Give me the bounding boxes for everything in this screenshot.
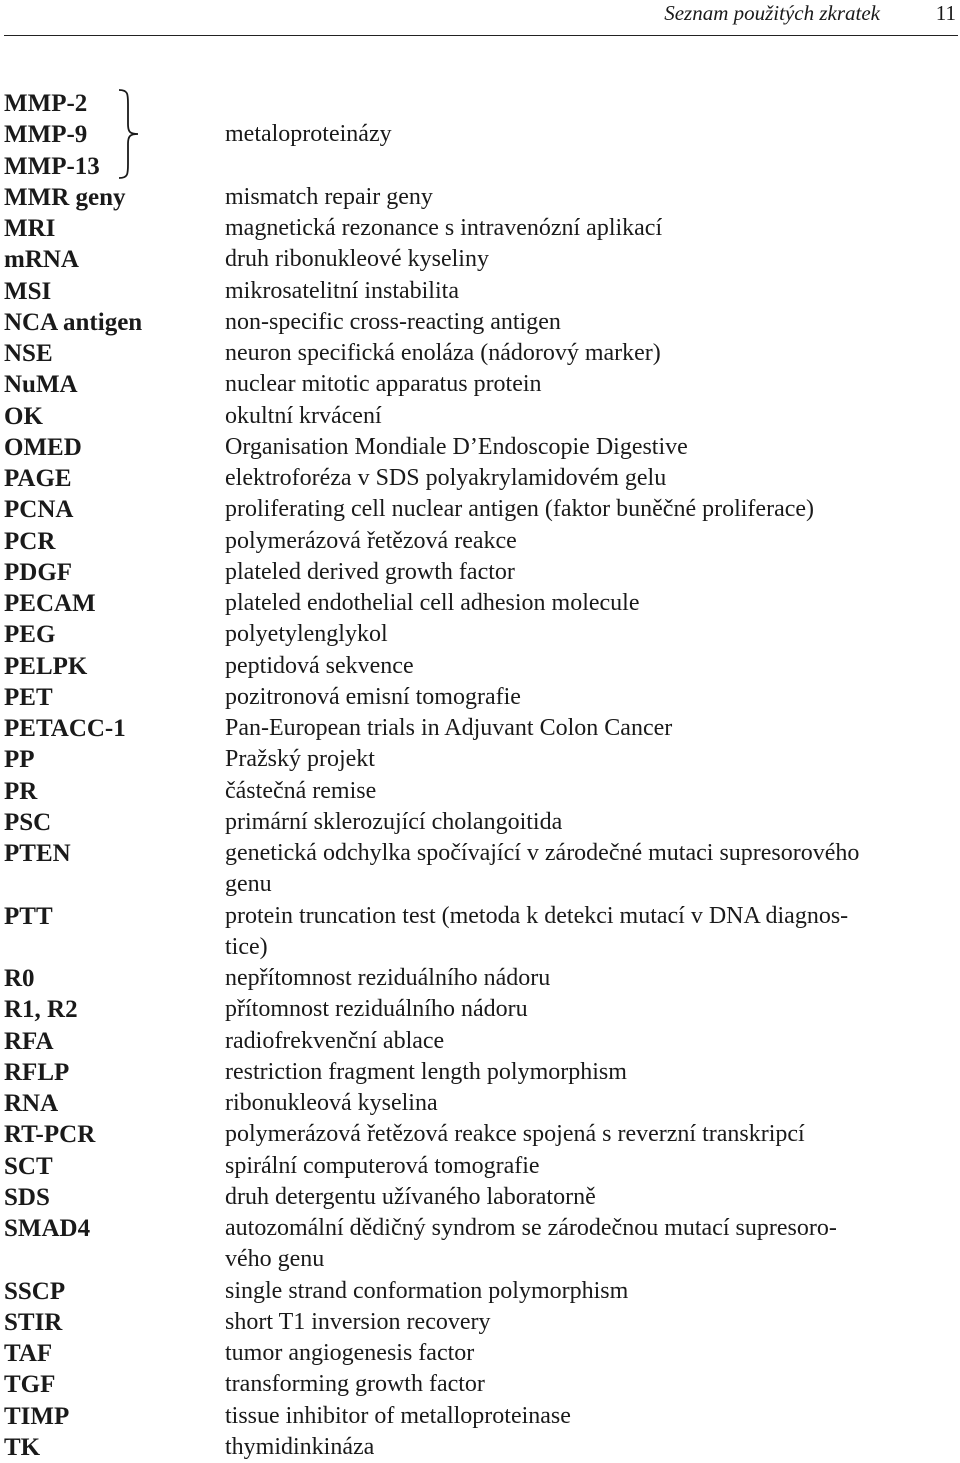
- abbreviation-row: [0, 1088, 960, 1119]
- abbreviation-description: Organisation Mondiale D’Endoscopie Digestive: [225, 433, 688, 460]
- abbreviation-row: [0, 1151, 960, 1182]
- abbreviation-description: primární sklerozující cholangoitida: [225, 808, 563, 835]
- abbreviation-row: [0, 557, 960, 588]
- abbreviation-description: nuclear mitotic apparatus protein: [225, 371, 542, 398]
- abbreviation-row: [0, 1026, 960, 1057]
- abbreviation-description: protein truncation test (metoda k detekci mutací v DNA diagnos- tice): [225, 902, 849, 960]
- abbreviation-description: plateled endothelial cell adhesion molecule: [225, 590, 640, 616]
- abbreviation-row: [0, 588, 960, 619]
- abbreviation-term: PCR: [4, 527, 56, 555]
- abbreviation-row: [0, 1213, 960, 1276]
- abbreviation-row: [0, 463, 960, 494]
- abbreviation-row: [0, 432, 960, 463]
- abbreviation-description: přítomnost reziduálního nádoru: [225, 996, 528, 1023]
- page-header: [4, 0, 958, 36]
- abbreviation-term: RFLP: [4, 1058, 70, 1086]
- abbreviation-term: MRI: [4, 215, 56, 242]
- abbreviation-term: PSC: [4, 808, 52, 836]
- abbreviation-term: SSCP: [4, 1277, 66, 1305]
- abbreviation-term: STIR: [4, 1308, 63, 1336]
- abbreviation-description: proliferating cell nuclear antigen (faktor buněčné proliferace): [225, 496, 815, 523]
- abbreviation-description: transforming growth factor: [225, 1371, 485, 1398]
- abbreviation-term: mRNA: [4, 246, 79, 274]
- abbreviation-term: MMP-13: [4, 152, 100, 180]
- abbreviation-description: magnetická rezonance s intravenózní aplikací: [225, 215, 663, 241]
- abbreviation-row: [0, 307, 960, 338]
- abbreviation-row: [0, 901, 960, 964]
- abbreviation-group-terms: [4, 88, 100, 182]
- abbreviation-description: ribonukleová kyselina: [225, 1090, 438, 1116]
- abbreviation-term: RNA: [4, 1090, 59, 1117]
- abbreviation-description: restriction fragment length polymorphism: [225, 1058, 627, 1085]
- abbreviation-term: NCA antigen: [4, 308, 143, 336]
- abbreviation-description: autozomální dědičný syndrom se zárodečnou mutací supresoro- vého genu: [225, 1215, 837, 1273]
- abbreviation-description: single strand conformation polymorphism: [225, 1277, 629, 1304]
- abbreviation-description: genetická odchylka spočívající v zárodečné mutaci supresorového genu: [225, 840, 860, 898]
- abbreviation-description: pozitronová emisní tomografie: [225, 683, 521, 710]
- abbreviation-term: SMAD4: [4, 1215, 91, 1242]
- abbreviation-row: [0, 713, 960, 744]
- abbreviation-term: PEG: [4, 621, 56, 649]
- abbreviation-description: metaloproteinázy: [225, 121, 392, 148]
- abbreviation-row: [0, 619, 960, 650]
- abbreviation-description: druh ribonukleové kyseliny: [225, 246, 489, 273]
- abbreviation-description: peptidová sekvence: [225, 652, 414, 679]
- abbreviation-description: Pražský projekt: [225, 746, 375, 773]
- abbreviation-description: non-specific cross-reacting antigen: [225, 308, 561, 335]
- abbreviation-description: druh detergentu užívaného laboratorně: [225, 1183, 596, 1210]
- abbreviation-term: PDGF: [4, 558, 73, 586]
- abbreviation-description: neuron specifická enoláza (nádorový marker): [225, 340, 661, 366]
- abbreviation-term: OMED: [4, 433, 82, 461]
- abbreviation-row: [0, 1369, 960, 1400]
- abbreviation-row: [0, 651, 960, 682]
- abbreviation-row: [0, 838, 960, 901]
- abbreviation-row: [0, 682, 960, 713]
- abbreviation-term: PELPK: [4, 652, 88, 680]
- abbreviation-row: [0, 1307, 960, 1338]
- abbreviation-term: PET: [4, 683, 53, 711]
- abbreviation-description: částečná remise: [225, 777, 377, 804]
- abbreviation-description: plateled derived growth factor: [225, 558, 515, 585]
- abbreviation-description: radiofrekvenční ablace: [225, 1027, 445, 1054]
- abbreviation-row: [0, 401, 960, 432]
- abbreviation-description: tumor angiogenesis factor: [225, 1340, 475, 1366]
- abbreviation-term: PTT: [4, 902, 53, 930]
- abbreviation-description: elektroforéza v SDS polyakrylamidovém gelu: [225, 465, 667, 491]
- abbreviation-row: [0, 776, 960, 807]
- abbreviation-row: [0, 963, 960, 994]
- abbreviation-term: RT-PCR: [4, 1121, 96, 1149]
- abbreviation-description: polyetylenglykol: [225, 621, 388, 648]
- abbreviation-term: NSE: [4, 340, 53, 367]
- abbreviation-row: [0, 494, 960, 525]
- abbreviation-term: MMR geny: [4, 183, 126, 211]
- abbreviation-row: [0, 1401, 960, 1432]
- abbreviation-term: PETACC-1: [4, 715, 126, 742]
- abbreviation-description: Pan-European trials in Adjuvant Colon Cancer: [225, 715, 673, 741]
- abbreviation-term: MMP-2: [4, 90, 88, 117]
- abbreviation-term: OK: [4, 402, 43, 430]
- abbreviation-row: [0, 1432, 960, 1463]
- abbreviation-description: spirální computerová tomografie: [225, 1152, 540, 1179]
- abbreviation-row: [0, 1119, 960, 1150]
- abbreviation-row: [0, 994, 960, 1025]
- abbreviation-term: RFA: [4, 1027, 54, 1055]
- abbreviation-term: NuMA: [4, 371, 78, 399]
- abbreviation-description: mikrosatelitní instabilita: [225, 277, 459, 304]
- abbreviation-term: PP: [4, 746, 35, 774]
- abbreviation-term: SDS: [4, 1183, 50, 1211]
- abbreviation-term: TIMP: [4, 1402, 70, 1430]
- abbreviation-row: [0, 744, 960, 775]
- abbreviation-term: TK: [4, 1433, 41, 1461]
- abbreviation-row: [0, 213, 960, 244]
- abbreviation-description: mismatch repair geny: [225, 183, 433, 210]
- abbreviation-row: [0, 807, 960, 838]
- abbreviation-term: R1, R2: [4, 996, 78, 1024]
- abbreviation-row: [0, 276, 960, 307]
- abbreviation-row: [0, 1182, 960, 1213]
- abbreviation-row: [0, 182, 960, 213]
- abbreviation-row: [0, 1276, 960, 1307]
- abbreviation-row: [0, 369, 960, 400]
- abbreviation-term: TGF: [4, 1371, 56, 1399]
- abbreviation-list: [0, 88, 960, 1463]
- abbreviation-row: [0, 244, 960, 275]
- abbreviation-row: [0, 338, 960, 369]
- abbreviation-term: R0: [4, 965, 35, 992]
- abbreviation-term: MMP-9: [4, 121, 88, 149]
- abbreviation-description: polymerázová řetězová reakce spojená s reverzní transkripcí: [225, 1121, 805, 1148]
- abbreviation-term: PAGE: [4, 465, 72, 492]
- abbreviation-term: PECAM: [4, 590, 96, 617]
- abbreviation-term: SCT: [4, 1152, 53, 1180]
- abbreviation-row: [0, 1338, 960, 1369]
- abbreviation-description: short T1 inversion recovery: [225, 1308, 491, 1335]
- abbreviation-description: nepřítomnost reziduálního nádoru: [225, 965, 551, 991]
- abbreviation-description: thymidinkináza: [225, 1433, 375, 1460]
- abbreviation-term: TAF: [4, 1340, 53, 1367]
- abbreviation-description: polymerázová řetězová reakce: [225, 527, 517, 554]
- page-number: 11: [935, 1, 956, 25]
- abbreviation-row: [0, 1057, 960, 1088]
- grouping-brace: [116, 88, 142, 180]
- abbreviation-row: [0, 526, 960, 557]
- abbreviation-term: PCNA: [4, 496, 74, 524]
- abbreviation-description: tissue inhibitor of metalloproteinase: [225, 1402, 571, 1429]
- abbreviation-term: PTEN: [4, 840, 71, 867]
- abbreviation-term: MSI: [4, 277, 52, 305]
- abbreviation-term: PR: [4, 777, 38, 805]
- abbreviation-group: [0, 88, 960, 182]
- abbreviation-description: okultní krvácení: [225, 402, 382, 429]
- running-title: Seznam použitých zkratek: [664, 1, 880, 25]
